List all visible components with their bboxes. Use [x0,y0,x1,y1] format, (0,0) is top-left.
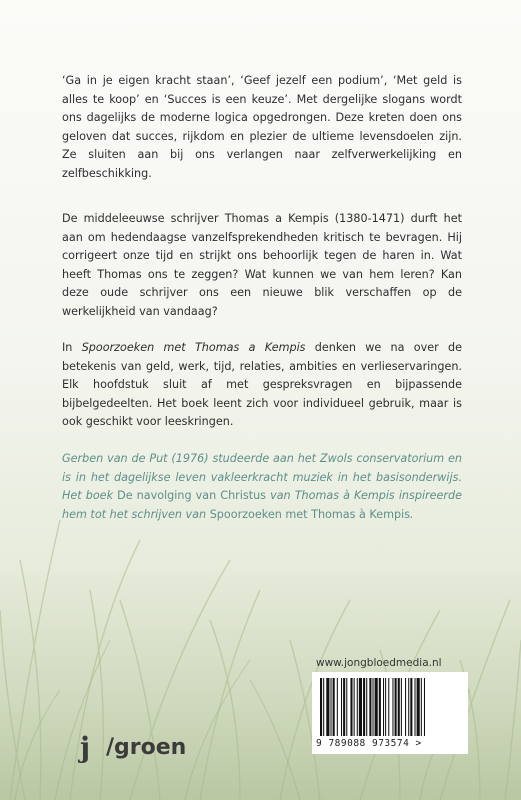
third-paragraph-lead: In [62,341,82,354]
barcode-bars [320,678,460,736]
publisher-name-text: groen [114,735,187,760]
barcode-bar [410,678,412,736]
barcode-bar [398,678,400,736]
barcode-bar [369,678,371,736]
publisher-slash: / [106,735,115,760]
barcode-bar [357,678,358,736]
barcode-bar [388,678,389,736]
barcode-bar [333,678,335,736]
third-paragraph [62,339,462,432]
bio-part-2: van Thomas à Kempis inspireerde hem tot het schrijven van [62,489,463,521]
barcode-bar [401,678,402,736]
barcode-bar [417,678,420,736]
barcode-bar [366,678,367,736]
barcode-bar [363,678,365,736]
barcode-bar [392,678,393,736]
bio-end: . [410,507,414,521]
barcode-bar [408,678,409,736]
barcode-bar [385,678,386,736]
barcode-bar [350,678,352,736]
barcode-bar [326,678,329,736]
intro-paragraph: ‘Ga in je eigen kracht staan’, ‘Geef jezelf een podium’, ‘Met geld is alles te koop’ en ‘Succes is een keuze’. Met dergelijke slogans wordt ons dagelijks de moderne logica opgedrongen. Deze kreten doen ons geloven dat succes, rijkdom en plezier de ultieme levensdoelen zijn. Ze sluiten aan bij ons verlangen naar zelfverwerkelijking en zelfbeschikking. [62,74,462,180]
bio-part-1: Gerben van de Put (1976) studeerde aan het Zwols conservatorium en is in het dagelijkse leven vakleerkracht muziek in het basisonderwijs. Het boek [62,452,462,502]
barcode-bar [331,678,332,736]
second-paragraph: De middeleeuwse schrijver Thomas a Kempis (1380-1471) durft het aan om hedendaagse vanzelfsprekendheden kritisch te bevragen. Hij corrigeert onze tijd en strijkt ons behoorlijk tegen de haren in. Wat heeft Thomas ons te zeggen? Wat kunnen we van hem leren? Kan deze oude schrijver ons een nieuwe blik verschaffen op de werkelijkheid van vandaag? [62,212,462,318]
publisher-mark: j [80,731,91,764]
isbn-digits: 9 789088 973574 > [316,738,422,749]
book-title-inline: Spoorzoeken met Thomas a Kempis [81,341,306,354]
barcode-bar [424,678,425,736]
barcode-bar [346,678,347,736]
author-bio [62,450,462,524]
bio-title-1: De navolging van Christus [117,489,267,502]
barcode-bar [320,678,322,736]
barcode-bar [421,678,422,736]
barcode-bar [323,678,324,736]
bio-title-2: Spoorzoeken met Thomas à Kempis [209,507,411,521]
barcode-bar [341,678,342,736]
barcode-bar [415,678,416,736]
barcode-bar [337,678,338,736]
barcode-bar [373,678,374,736]
third-paragraph-rest: denken we na over de betekenis van geld, werk, tijd, relaties, ambities en verlieservaringen. Elk hoofdstuk sluit af met gespreksvragen en bijpassende bijbelgedeelten. Het boek leent zich voor individueel gebruik, maar is ook geschikt voor leeskringen. [62,341,462,428]
barcode-bar [354,678,355,736]
publisher-name [106,732,186,764]
barcode-bar [395,678,397,736]
barcode-bar [383,678,384,736]
website-url[interactable]: www.jongbloedmedia.nl [316,657,442,669]
barcode-bar [359,678,362,736]
barcode-bar [379,678,381,736]
barcode-bar [343,678,345,736]
barcode-bar [405,678,406,736]
isbn-barcode [312,672,468,754]
barcode-bar [375,678,378,736]
